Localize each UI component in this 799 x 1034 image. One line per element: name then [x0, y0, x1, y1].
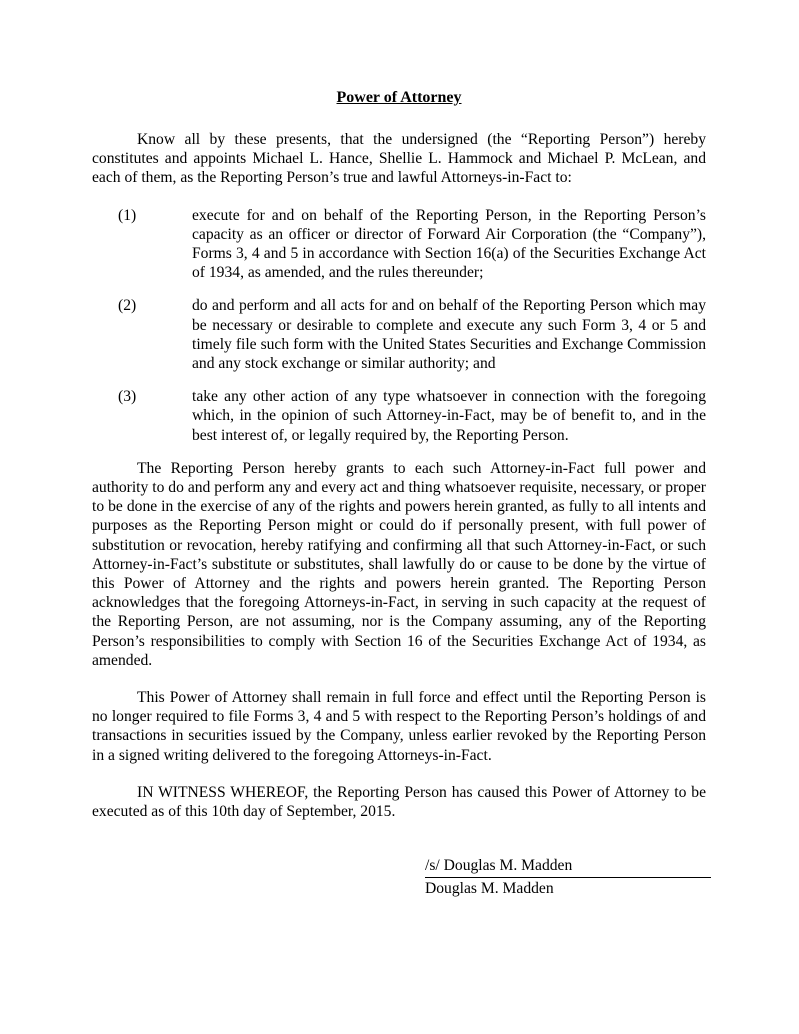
numbered-item-2: [92, 296, 706, 373]
item-1-number: (1): [118, 206, 137, 224]
signature-line: /s/ Douglas M. Madden: [425, 856, 711, 877]
intro-paragraph: Know all by these presents, that the undersigned (the “Reporting Person”) hereby constitutes and appoints Michael L. Hance, Shellie L. Hammock and Michael P. McLean, and each of them, as the Reporting Person’s true and lawful Attorneys-in-Fact to:: [92, 131, 706, 187]
signature-block: [425, 856, 711, 897]
numbered-item-3: [92, 387, 706, 445]
item-3-number: (3): [118, 388, 137, 406]
item-3-text: take any other action of any type whatsoever in connection with the foregoing which, in the opinion of such Attorney-in-Fact, may be of benefit to, and in the best interest of, or legally required by, the Reporting Person.: [192, 388, 706, 444]
grant-paragraph: The Reporting Person hereby grants to each such Attorney-in-Fact full power and authority to do and perform any and every act and thing whatsoever requisite, necessary, or proper to be done in the exercise of any of the rights and powers herein granted, as fully to all intents and purposes as the Reporting Person might or could do if personally present, with full power of substitution or revocation, hereby ratifying and confirming all that such Attorney-in-Fact, or such Attorney-in-Fact’s substitute or substitutes, shall lawfully do or cause to be done by the virtue of this Power of Attorney and the rights and powers herein granted. The Reporting Person acknowledges that the foregoing Attorneys-in-Fact, in serving in such capacity at the request of the Reporting Person, are not assuming, nor is the Company assuming, any of the Reporting Person’s responsibilities to comply with Section 16 of the Securities Exchange Act of 1934, as amended.: [92, 459, 706, 669]
duration-paragraph: This Power of Attorney shall remain in full force and effect until the Reporting Person is no longer required to file Forms 3, 4 and 5 with respect to the Reporting Person’s holdings of and transactions in securities issued by the Company, unless earlier revoked by the Reporting Person in a signed writing delivered to the foregoing Attorneys-in-Fact.: [92, 689, 706, 764]
witness-paragraph: IN WITNESS WHEREOF, the Reporting Person has caused this Power of Attorney to be executed as of this 10th day of September, 2015.: [92, 783, 706, 821]
item-1-text: execute for and on behalf of the Reporting Person, in the Reporting Person’s capacity as an officer or director of Forward Air Corporation (the “Company”), Forms 3, 4 and 5 in accordance with Section 16(a) of the Securities Exchange Act of 1934, as amended, and the rules thereunder;: [192, 206, 706, 282]
item-2-number: (2): [118, 297, 137, 315]
signature-printed-name: Douglas M. Madden: [425, 879, 554, 897]
item-2-text: do and perform and all acts for and on behalf of the Reporting Person which may be necessary or desirable to complete and execute any such Form 3, 4 or 5 and timely file such form with the United States Securities and Exchange Commission and any stock exchange or similar authority; and: [192, 297, 706, 373]
document-title: Power of Attorney: [336, 89, 462, 106]
numbered-item-1: [92, 206, 706, 283]
